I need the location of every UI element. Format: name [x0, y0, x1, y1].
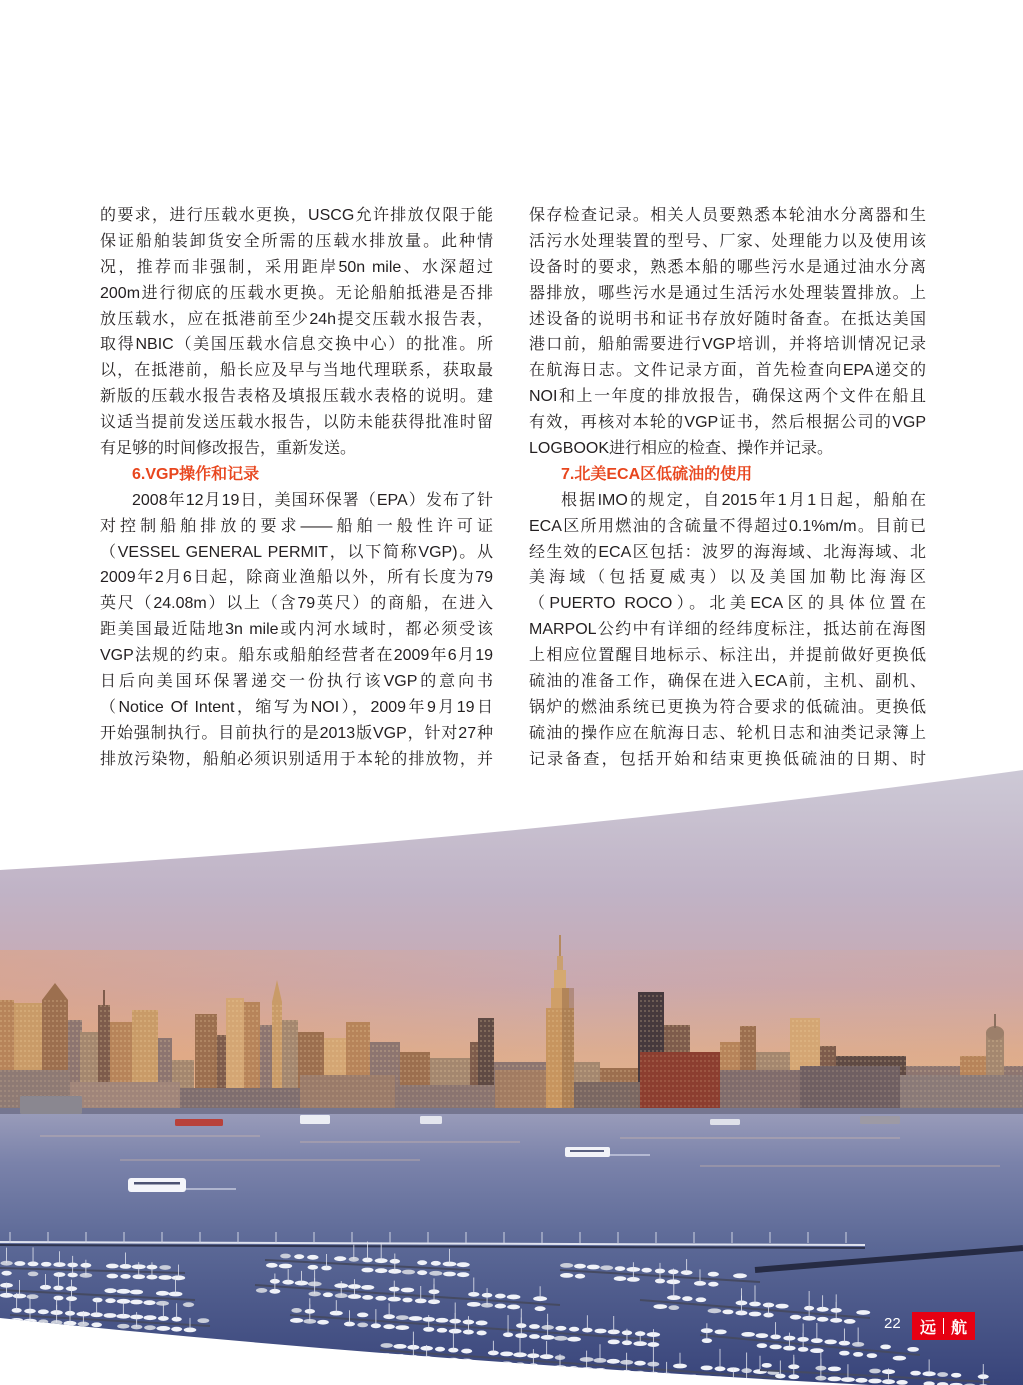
moored-boat [827, 1376, 841, 1381]
moored-boat [361, 1285, 374, 1290]
building-windows [495, 1070, 546, 1112]
text-line: 新版的压载水报告表格及填报压载水表格的说明。建 [100, 388, 493, 406]
moored-boat [535, 1306, 546, 1311]
moored-boat [713, 1376, 727, 1381]
moored-boat [91, 1322, 102, 1327]
building-windows [300, 1075, 395, 1112]
ferry-windows [134, 1182, 180, 1185]
moored-boat [653, 1304, 667, 1309]
moored-boat [1, 1271, 11, 1276]
moored-boat [393, 1344, 406, 1349]
moored-boat [647, 1372, 660, 1377]
moored-boat [117, 1289, 131, 1294]
moored-boat [417, 1260, 427, 1265]
moored-boat [407, 1355, 420, 1360]
moored-boat [741, 1332, 755, 1337]
text-line: （Notice Of Intent，缩写为NOI），2009年9月19日 [100, 698, 493, 716]
ferry-wake [186, 1188, 236, 1190]
moored-boat [362, 1295, 373, 1300]
moored-boat [143, 1315, 156, 1320]
moored-boat [256, 1288, 268, 1293]
docked-ship [300, 1115, 330, 1124]
moored-boat [380, 1343, 392, 1348]
moored-boat [361, 1268, 373, 1273]
moored-boat [828, 1366, 841, 1371]
moored-boat [279, 1264, 292, 1269]
moored-boat [308, 1265, 319, 1270]
moored-boat [357, 1313, 368, 1318]
moored-boat [733, 1273, 747, 1278]
moored-boat [708, 1282, 718, 1287]
moored-boat [290, 1318, 303, 1323]
moored-boat [756, 1333, 769, 1338]
moored-boat [614, 1276, 626, 1281]
moored-boat [10, 1318, 23, 1323]
moored-boat [27, 1294, 39, 1299]
text-line: （VESSEL GENERAL PERMIT，以下简称VGP)。从 [100, 543, 493, 561]
moored-boat [53, 1296, 63, 1301]
text-line: 在航海日志。文件记录方面，首先检查向EPA递交的 [529, 362, 926, 380]
moored-boat [130, 1290, 143, 1295]
moored-boat [856, 1310, 870, 1315]
moored-boat [105, 1298, 115, 1303]
text-line: 活污水处理装置的型号、厂家、处理能力以及使用该 [529, 232, 926, 250]
moored-boat [431, 1261, 441, 1266]
moored-boat [159, 1265, 171, 1270]
moored-boat [574, 1264, 586, 1269]
text-line: 取得NBIC（美国压载水信息交换中心）的批准。所 [100, 336, 493, 354]
moored-boat [844, 1319, 856, 1324]
moored-boat [375, 1296, 386, 1301]
moored-boat [853, 1352, 863, 1357]
moored-boat [495, 1294, 506, 1299]
moored-boat [171, 1327, 182, 1332]
moored-boat [560, 1273, 573, 1278]
moored-boat [507, 1305, 520, 1310]
text-line: 的要求，进行压载水更换，USCG允许排放仅限于能 [100, 207, 493, 224]
moored-boat [54, 1272, 66, 1277]
moored-boat [634, 1371, 646, 1376]
moored-boat [500, 1351, 513, 1356]
moored-boat [529, 1324, 540, 1329]
moored-boat [435, 1347, 445, 1352]
moored-boat [595, 1329, 607, 1334]
moored-boat [855, 1378, 867, 1383]
moored-boat [156, 1301, 169, 1306]
moored-boat [357, 1323, 368, 1328]
moored-boat [593, 1368, 607, 1373]
logo-char: 远 [919, 1317, 936, 1337]
moored-boat [393, 1354, 407, 1359]
moored-boat [28, 1271, 39, 1276]
moored-boat [106, 1274, 118, 1279]
moored-boat [460, 1359, 474, 1364]
moored-boat [708, 1272, 719, 1277]
moored-boat [641, 1268, 651, 1273]
moored-boat [893, 1356, 906, 1361]
moored-boat [130, 1300, 143, 1305]
moored-boat [754, 1379, 766, 1384]
left-column [100, 203, 493, 773]
moored-boat [762, 1363, 772, 1368]
text-line: VGP法规的约束。船东或船舶经营者在2009年6月19 [100, 647, 493, 665]
moored-boat [436, 1318, 449, 1323]
moored-boat [477, 1331, 487, 1336]
moored-boat [555, 1326, 566, 1331]
moored-boat [437, 1328, 448, 1333]
moored-boat [197, 1318, 209, 1323]
tower-windows [546, 1008, 574, 1112]
moored-boat [615, 1266, 625, 1271]
moored-boat [495, 1304, 506, 1309]
moored-boat [294, 1254, 304, 1259]
moored-boat [575, 1274, 585, 1279]
section-heading: 6.VGP操作和记录 [132, 465, 260, 483]
moored-boat [14, 1261, 25, 1266]
text-line: （PUERTO ROCO）。北美ECA区的具体位置在 [529, 595, 926, 613]
moored-boat [868, 1379, 881, 1384]
moored-boat [951, 1373, 961, 1378]
text-line: 硫油的操作应在航海日志、轮机日志和油类记录簿上 [529, 724, 926, 742]
moored-boat [409, 1316, 423, 1321]
moored-boat [769, 1344, 781, 1349]
docked-ship [710, 1119, 740, 1125]
tower-upper [554, 970, 566, 990]
moored-boat [104, 1313, 117, 1318]
moored-boat [515, 1362, 526, 1367]
moored-boat [447, 1358, 460, 1363]
moored-boat [500, 1361, 513, 1366]
moored-boat [106, 1264, 119, 1269]
moored-boat [607, 1359, 620, 1364]
moored-boat [323, 1292, 333, 1297]
moored-boat [766, 1380, 780, 1385]
moored-boat [457, 1262, 470, 1267]
moored-boat [910, 1371, 921, 1376]
moored-boat [569, 1327, 579, 1332]
text-line: 保存检查记录。相关人员要熟悉本轮油水分离器和生 [529, 207, 926, 224]
text-line: 英尺（24.08m）以上（含79英尺）的商船，在进入 [100, 595, 493, 613]
moored-boat [722, 1309, 733, 1314]
moored-boat [461, 1349, 472, 1354]
moored-boat [554, 1336, 568, 1341]
moored-boat [600, 1265, 613, 1270]
text-line: 述设备的说明书和证书存放好随时备查。在抵达美国 [529, 310, 926, 328]
moored-boat [382, 1353, 392, 1358]
text-line: 日后向美国环保署递交一份执行该VGP的意向书 [100, 673, 493, 691]
moored-boat [817, 1317, 829, 1322]
moored-boat [420, 1356, 434, 1361]
text-line: 对控制船舶排放的要求——船舶一般性许可证 [100, 517, 493, 535]
moored-boat [567, 1337, 581, 1342]
text-line: 记录备查，包括开始和结束更换低硫油的日期、时 [529, 750, 926, 768]
moored-boat [183, 1302, 194, 1307]
text-line: 上相应位置醒目地标示、标注出，并提前做好更换低 [529, 647, 926, 665]
docked-ship [175, 1119, 223, 1126]
moored-boat [507, 1295, 521, 1300]
text-line: 排放污染物，船舶必须识别适用于本轮的排放物，并 [100, 750, 493, 768]
moored-boat [41, 1262, 51, 1267]
moored-boat [587, 1265, 600, 1270]
moored-boat [529, 1334, 540, 1339]
building-windows [720, 1070, 800, 1112]
docked-ship [420, 1116, 442, 1124]
moored-boat [38, 1309, 49, 1314]
moored-boat [668, 1305, 679, 1310]
ferry-windows [570, 1150, 604, 1152]
moored-boat [757, 1343, 767, 1348]
right-column [529, 203, 926, 773]
docked-ship [860, 1116, 900, 1124]
building-windows [574, 1082, 640, 1112]
moored-boat [395, 1325, 409, 1330]
text-line: 锅炉的燃油系统已更换为符合要求的低硫油。更换低 [529, 698, 926, 716]
moored-boat [790, 1315, 801, 1320]
moored-boat [810, 1348, 823, 1353]
text-line: NOI和上一年度的排放报告，确保这两个文件在船且 [529, 388, 926, 406]
logo-char: 航 [951, 1317, 968, 1337]
page-number: 22 [884, 1315, 901, 1332]
moored-boat [334, 1256, 346, 1261]
text-line: 港口前，船舶需要进行VGP培训，并将培训情况记录 [529, 336, 926, 354]
text-line: 保证船舶装卸货安全所需的压载水排放量。此种情 [100, 232, 493, 250]
moored-boat [728, 1377, 738, 1382]
moored-boat [688, 1375, 698, 1380]
moored-boat [280, 1254, 291, 1259]
moored-boat [117, 1324, 129, 1329]
moored-boat [839, 1351, 849, 1356]
ferry-hull [128, 1178, 186, 1192]
text-line: 根据IMO的规定，自2015年1月1日起，船舶在 [561, 491, 926, 509]
moored-boat [158, 1275, 171, 1280]
moored-boat [443, 1272, 456, 1277]
building-windows [900, 1075, 1023, 1112]
moored-boat [144, 1325, 156, 1330]
text-line: MARPOL公约中有详细的经纬度标注，抵达前在海图 [529, 621, 926, 639]
moored-boat [824, 1339, 836, 1344]
moored-boat [937, 1372, 948, 1377]
moored-boat [156, 1291, 169, 1296]
moored-boat [661, 1373, 672, 1378]
text-line: 有足够的时间修改报告，重新发送。 [100, 440, 357, 458]
moored-boat [104, 1288, 116, 1293]
moored-boat [383, 1324, 395, 1329]
text-line: 2009年2月6日起，除商业渔船以外，所有长度为79 [100, 569, 493, 587]
moored-boat [120, 1274, 131, 1279]
moored-boat [467, 1302, 481, 1307]
moored-boat [156, 1326, 170, 1331]
moored-boat [741, 1378, 753, 1383]
moored-boat [608, 1339, 620, 1344]
moored-boat [696, 1297, 707, 1302]
moored-boat [708, 1308, 722, 1313]
moored-boat [402, 1270, 415, 1275]
tower-crown [557, 956, 563, 972]
text-line: 2008年12月19日，美国环保署（EPA）发布了针 [132, 491, 493, 509]
moored-boat [749, 1312, 762, 1317]
text-line: 以，在抵港前，船长应及早与当地代理联系，获取最 [100, 362, 493, 380]
moored-boat [417, 1270, 427, 1275]
moored-boat [869, 1369, 881, 1374]
moored-boat [307, 1255, 318, 1260]
text-line: 器排放，哪些污水是通过生活污水处理装置排放。上 [529, 284, 926, 302]
moored-boat [375, 1268, 387, 1273]
moored-boat [634, 1361, 646, 1366]
text-line: 有效，再核对本轮的VGP证书，然后根据公司的VGP [529, 414, 926, 432]
building-windows [640, 1052, 720, 1112]
ferry-wake [610, 1154, 650, 1156]
logo-divider [943, 1318, 944, 1334]
text-line: 距美国最近陆地3n mile或内河水域时，都必须受该 [100, 621, 493, 639]
building-windows [70, 1082, 180, 1112]
moored-boat [701, 1365, 713, 1370]
moored-boat [560, 1263, 573, 1268]
text-line: 硫油的准备工作，确保在进入ECA前，主机、副机、 [529, 673, 926, 691]
text-line: 议适当提前发送压载水报告，以防未能获得批准时留 [100, 414, 493, 432]
moored-boat [317, 1320, 329, 1325]
moored-boat [907, 1347, 919, 1352]
text-line: 美海域（包括夏威夷）以及美国加勒比海海区 [529, 569, 926, 587]
moored-boat [775, 1304, 788, 1309]
moored-boat [682, 1296, 692, 1301]
moored-boat [401, 1288, 414, 1293]
moored-boat [867, 1353, 877, 1358]
moored-boat [402, 1298, 412, 1303]
text-line: 开始强制执行。目前执行的是2013版VGP，针对27种 [100, 724, 493, 742]
text-line: LOGBOOK进行相应的检查、操作并记录。 [529, 440, 834, 458]
moored-boat [457, 1272, 469, 1277]
text-line: 放压载水，应在抵港前至少24h提交压载水报告表， [100, 310, 493, 328]
text-line: 经生效的ECA区包括：波罗的海海域、北海海域、北 [529, 543, 926, 561]
moored-boat [291, 1308, 302, 1313]
moored-boat [700, 1375, 713, 1380]
section-heading: 7.北美ECA区低硫油的使用 [561, 465, 753, 483]
text-line: 设备时的要求，熟悉本船的哪些污水是通过油水分离 [529, 258, 926, 276]
moored-boat [429, 1271, 442, 1276]
text-line: 200m进行彻底的压载水更换。无论船舶抵港是否排 [100, 284, 493, 302]
dome [986, 1026, 1004, 1040]
moored-boat [880, 1344, 891, 1349]
moored-boat [568, 1366, 579, 1371]
moored-boat [476, 1321, 488, 1326]
text-line: ECA区所用燃油的含硫量不得超过0.1%m/m。目前已 [529, 517, 926, 535]
building-windows [395, 1085, 495, 1112]
moored-boat [896, 1380, 907, 1385]
moored-boat [396, 1315, 409, 1320]
city-skyline-photo [0, 770, 1023, 1385]
pier [0, 1108, 1023, 1114]
moored-boat [143, 1300, 155, 1305]
moored-boat [38, 1319, 48, 1324]
text-line: 况，推荐而非强制，采用距岸50n mile、水深超过 [100, 258, 493, 276]
building-windows [800, 1066, 900, 1112]
moored-boat [715, 1329, 727, 1334]
publication-logo [912, 1312, 975, 1340]
moored-boat [92, 1298, 102, 1303]
moored-boat [266, 1263, 278, 1268]
docked-ship [20, 1096, 82, 1114]
